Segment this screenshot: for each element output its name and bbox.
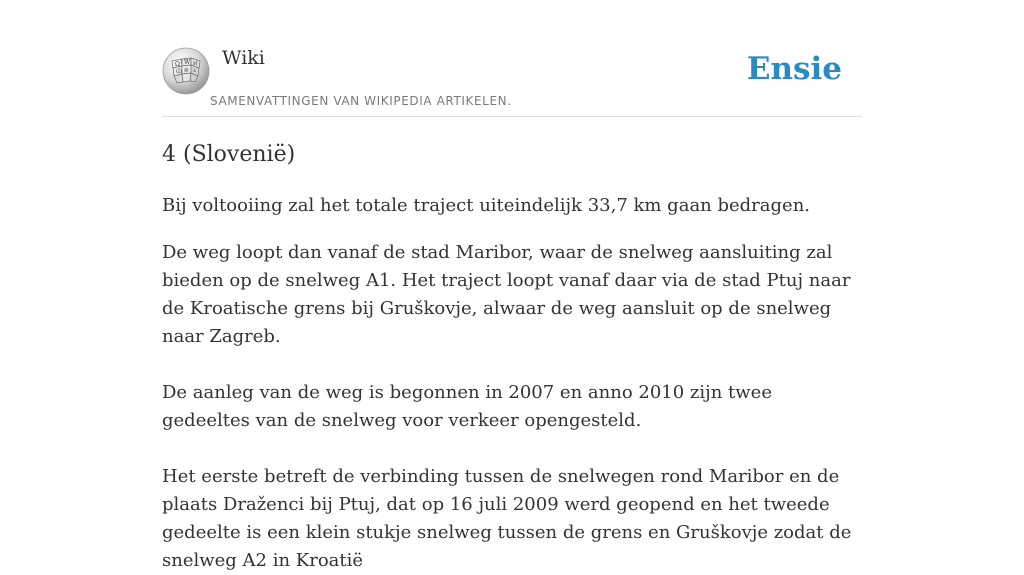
svg-text:維: 維 [184,68,190,74]
svg-text:W: W [184,59,191,66]
svg-text:Ѿ: Ѿ [176,69,182,75]
article-paragraph: Bij voltooiing zal het totale traject uiteindelijk 33,7 km gaan bedragen. [162,195,811,216]
wikipedia-globe-icon[interactable] [162,47,210,95]
ensie-brand-logo[interactable]: Ensie [746,51,842,87]
content-column [162,0,862,571]
article-title: 4 (Slovenië) [162,142,296,167]
article-paragraph: Het eerste betreft de verbinding tussen de snelwegen rond Maribor en de plaats Draženci bij Ptuj, dat op 16 juli 2009 werd geopend en het tweede gedeelte is een klein stukje snelweg tussen de grens en Gruškovje zodat de snelweg A2 in Kroatië [162,466,852,571]
article-paragraph: De aanleg van de weg is begonnen in 2007 en anno 2010 zijn twee gedeeltes van de snelweg voor verkeer opengesteld. [162,382,772,431]
site-name[interactable]: Wiki [222,47,265,69]
svg-text:Ω: Ω [175,61,180,68]
svg-text:λ: λ [193,68,197,74]
site-tagline: SAMENVATTINGEN VAN WIKIPEDIA ARTIKELEN. [210,94,512,108]
article-paragraph: De weg loopt dan vanaf de stad Maribor, waar de snelweg aansluiting zal bieden op de snelweg A1. Het traject loopt vanaf daar via de stad Ptuj naar de Kroatische grens bij Gruškovje, alwaar de weg aansluit op de snelweg naar Zagreb. [162,242,851,347]
article-body [162,192,862,575]
site-header [162,0,862,117]
svg-text:И: И [193,61,198,67]
